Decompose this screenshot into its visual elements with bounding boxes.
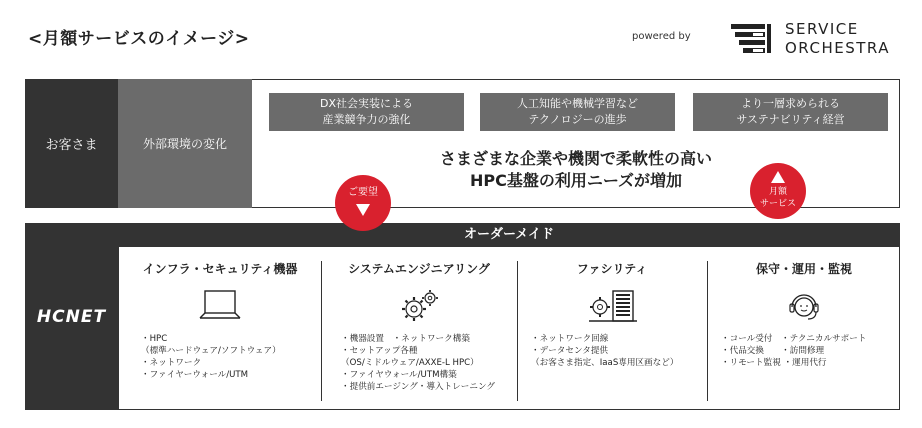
column-items: ・ネットワーク回線 ・データセンタ提供 （お客さま指定、IaaS専用区画など） bbox=[531, 334, 679, 368]
column-items: ・コール受付 ・テクニカルサポート ・代品交換 ・訪問修理 ・リモート監視 ・運用代行 bbox=[721, 334, 867, 368]
column-infrastructure bbox=[119, 247, 321, 410]
laptop-icon bbox=[197, 287, 243, 327]
logo-line-service: SERVICE bbox=[785, 20, 859, 38]
column-system-engineering bbox=[321, 247, 517, 410]
column-title: システムエンジニアリング bbox=[348, 262, 490, 276]
external-change-label: 外部環境の変化 bbox=[118, 79, 252, 208]
badge-line: 月額 bbox=[768, 187, 787, 197]
env-line: DX社会実装による bbox=[319, 97, 413, 110]
logo-text bbox=[785, 20, 890, 58]
environment-box-ai bbox=[480, 93, 675, 131]
column-facility bbox=[517, 247, 707, 410]
column-title: インフラ・セキュリティ機器 bbox=[142, 262, 298, 276]
env-line: サステナビリティ経営 bbox=[736, 113, 845, 126]
arrow-up-icon bbox=[771, 171, 785, 183]
env-line: 産業競争力の強化 bbox=[322, 113, 411, 126]
column-items: ・HPC （標準ハードウェア/ソフトウェア） ・ネットワーク ・ファイヤーウォール/UTM bbox=[141, 334, 281, 380]
badge-line: サービス bbox=[759, 199, 796, 209]
order-made-bar: オーダーメイド bbox=[118, 223, 900, 247]
customer-label: お客さま bbox=[25, 79, 118, 208]
environment-box-dx bbox=[269, 93, 464, 131]
request-badge-label: ご要望 bbox=[348, 187, 378, 198]
column-maintenance bbox=[707, 247, 901, 410]
headline-line: HPC基盤の利用ニーズが増加 bbox=[469, 171, 683, 190]
datacenter-icon bbox=[587, 287, 639, 327]
env-line: より一層求められる bbox=[741, 97, 840, 110]
hcnet-logo: HCNET bbox=[25, 223, 118, 410]
monthly-service-badge bbox=[750, 163, 806, 219]
env-line: 人工知能や機械学習など bbox=[517, 97, 638, 110]
arrow-down-icon bbox=[356, 204, 370, 216]
monthly-service-badge-label bbox=[750, 186, 806, 210]
headline-line: さまざまな企業や機関で柔軟性の高い bbox=[439, 149, 712, 168]
page-title: <月額サービスのイメージ> bbox=[28, 29, 250, 49]
headset-operator-icon bbox=[784, 287, 824, 327]
env-line: テクノロジーの進歩 bbox=[528, 113, 627, 126]
powered-by-label: powered by bbox=[632, 31, 691, 42]
service-orchestra-logo-icon bbox=[731, 22, 775, 58]
request-badge bbox=[335, 175, 391, 231]
column-title: ファシリティ bbox=[576, 262, 648, 276]
service-columns-panel bbox=[118, 247, 900, 410]
column-items: ・機器設置 ・ネットワーク構築 ・セットアップ各種 （OS/ミドルウェア/AXXE-L HPC） ・ファイヤウォール/UTM構築 ・提供前エージング・導入トレーニング bbox=[341, 334, 495, 392]
service-orchestra-logo bbox=[731, 18, 921, 62]
gears-icon bbox=[397, 287, 443, 327]
logo-line-orchestra: ORCHESTRA bbox=[785, 39, 890, 57]
environment-box-sustainability bbox=[693, 93, 888, 131]
column-title: 保守・運用・監視 bbox=[755, 262, 852, 276]
